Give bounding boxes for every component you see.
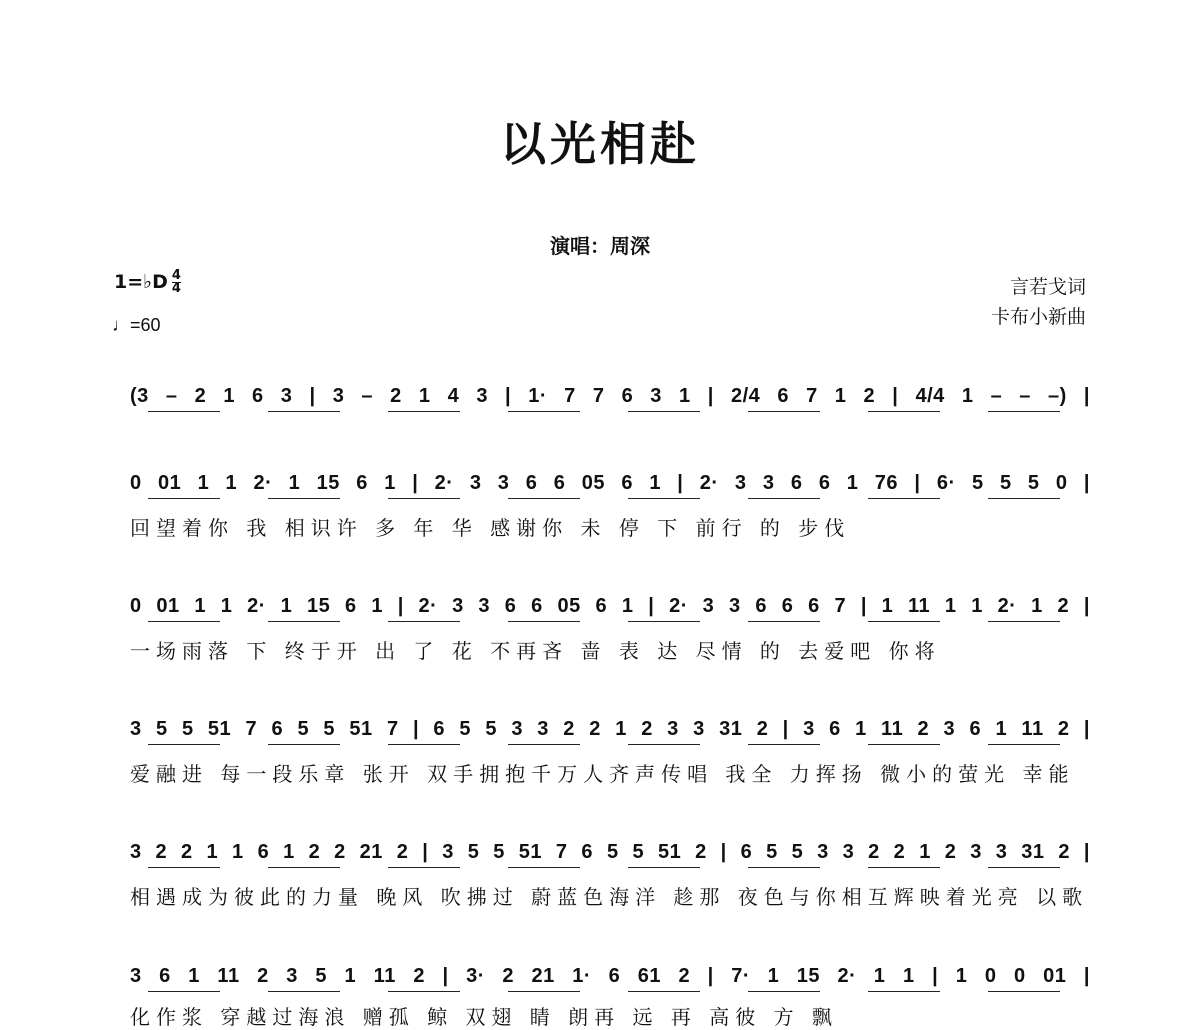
beam-line (148, 991, 220, 992)
beam-line (988, 744, 1060, 745)
beam-line (988, 991, 1060, 992)
beam-line (148, 621, 220, 622)
beam-line (628, 867, 700, 868)
beam-line (748, 744, 820, 745)
beam-line (988, 498, 1060, 499)
lyricist-credit: 言若戈词 (1009, 276, 1086, 298)
beam-line (628, 411, 700, 412)
notes-text: 3 6 1 11 2 3 5 1 11 2 | 3· 2 21 1· 6 61 2 | 7· 1 15 2· 1 1 | 1 0 0 01 | (130, 965, 1090, 987)
beam-line (508, 621, 580, 622)
beam-line (868, 991, 940, 992)
beam-line (868, 411, 940, 412)
beam-line (148, 867, 220, 868)
beam-line (508, 498, 580, 499)
beam-line (628, 621, 700, 622)
beam-line (148, 744, 220, 745)
beam-line (388, 621, 460, 622)
key-label: 1=♭D (114, 271, 168, 293)
beam-line (268, 867, 340, 868)
beam-line (868, 621, 940, 622)
beam-line (388, 867, 460, 868)
beam-line (268, 744, 340, 745)
score-row-3 (130, 585, 1090, 663)
beam-line (988, 867, 1060, 868)
beam-line (388, 991, 460, 992)
notes-text: 3 2 2 1 1 6 1 2 2 21 2 | 3 5 5 51 7 6 5 5 51 2 | 6 5 5 3 3 2 2 1 2 3 3 31 2 | (130, 841, 1090, 863)
beam-line (508, 744, 580, 745)
tempo-marking: ♩=60 (112, 315, 161, 335)
beam-line (748, 498, 820, 499)
beam-line (388, 411, 460, 412)
key-signature (114, 270, 181, 295)
notes-line (130, 585, 1090, 629)
beam-line (748, 411, 820, 412)
song-title: 以光相赴 (500, 117, 700, 171)
notes-line (130, 462, 1090, 506)
composer-credit: 卡布小新曲 (990, 306, 1086, 328)
lyrics-line: 一场雨落 下 终于开 出 了 花 不再吝 啬 表 达 尽情 的 去爱吧 你将 (130, 639, 941, 663)
beam-line (988, 621, 1060, 622)
beam-line (628, 991, 700, 992)
notes-text: 0 01 1 1 2· 1 15 6 1 | 2· 3 3 6 6 05 6 1 | 2· 3 3 6 6 1 76 | 6· 5 5 5 0 | (130, 472, 1090, 494)
notes-line (130, 708, 1090, 752)
beam-line (268, 621, 340, 622)
lyrics-line: 爱融进 每一段乐章 张开 双手拥抱千万人齐声传唱 我全 力挥扬 微小的萤光 幸能 (130, 762, 1075, 786)
notes-line (130, 375, 1090, 419)
beam-line (628, 498, 700, 499)
notes-line (130, 831, 1090, 875)
beam-line (748, 867, 820, 868)
lyrics-line: 回望着你 我 相识许 多 年 华 感谢你 未 停 下 前行 的 步伐 (130, 516, 851, 540)
notes-line (130, 955, 1090, 999)
beam-line (148, 411, 220, 412)
beam-line (868, 744, 940, 745)
beam-line (148, 498, 220, 499)
beam-line (508, 991, 580, 992)
beam-line (628, 744, 700, 745)
beam-line (388, 744, 460, 745)
beam-line (868, 867, 940, 868)
notes-text: 3 5 5 51 7 6 5 5 51 7 | 6 5 5 3 3 2 2 1 2 3 3 31 2 | 3 6 1 11 2 3 6 1 11 2 | (130, 718, 1090, 740)
beam-line (388, 498, 460, 499)
score-row-6 (130, 955, 1090, 1029)
beam-line (268, 498, 340, 499)
time-signature: $\frac{4}{4}$ (171, 268, 181, 296)
beam-line (748, 991, 820, 992)
beam-line (508, 867, 580, 868)
beam-line (268, 411, 340, 412)
lyrics-line: 化作浆 穿越过海浪 赠孤 鲸 双翅 睛 朗再 远 再 高彼 方 飘 (130, 1005, 838, 1029)
beam-line (508, 411, 580, 412)
notes-text: (3 – 2 1 6 3 | 3 – 2 1 4 3 | 1· 7 7 6 3 1 | 2/4 6 7 1 2 | 4/4 1 – – –) | (130, 385, 1090, 407)
singer-credit: 演唱：周深 (550, 234, 650, 258)
beam-line (868, 498, 940, 499)
score-row-4 (130, 708, 1090, 786)
beam-line (988, 411, 1060, 412)
score-row-5 (130, 831, 1090, 909)
score-row-2 (130, 462, 1090, 540)
lyrics-line: 相遇成为彼此的力量 晚风 吹拂过 蔚蓝色海洋 趁那 夜色与你相互辉映着光亮 以歌 (130, 885, 1089, 909)
beam-line (748, 621, 820, 622)
notes-text: 0 01 1 1 2· 1 15 6 1 | 2· 3 3 6 6 05 6 1 | 2· 3 3 6 6 6 7 | 1 11 1 1 2· 1 2 | (130, 595, 1090, 617)
score-row-1 (130, 375, 1090, 419)
beam-line (268, 991, 340, 992)
